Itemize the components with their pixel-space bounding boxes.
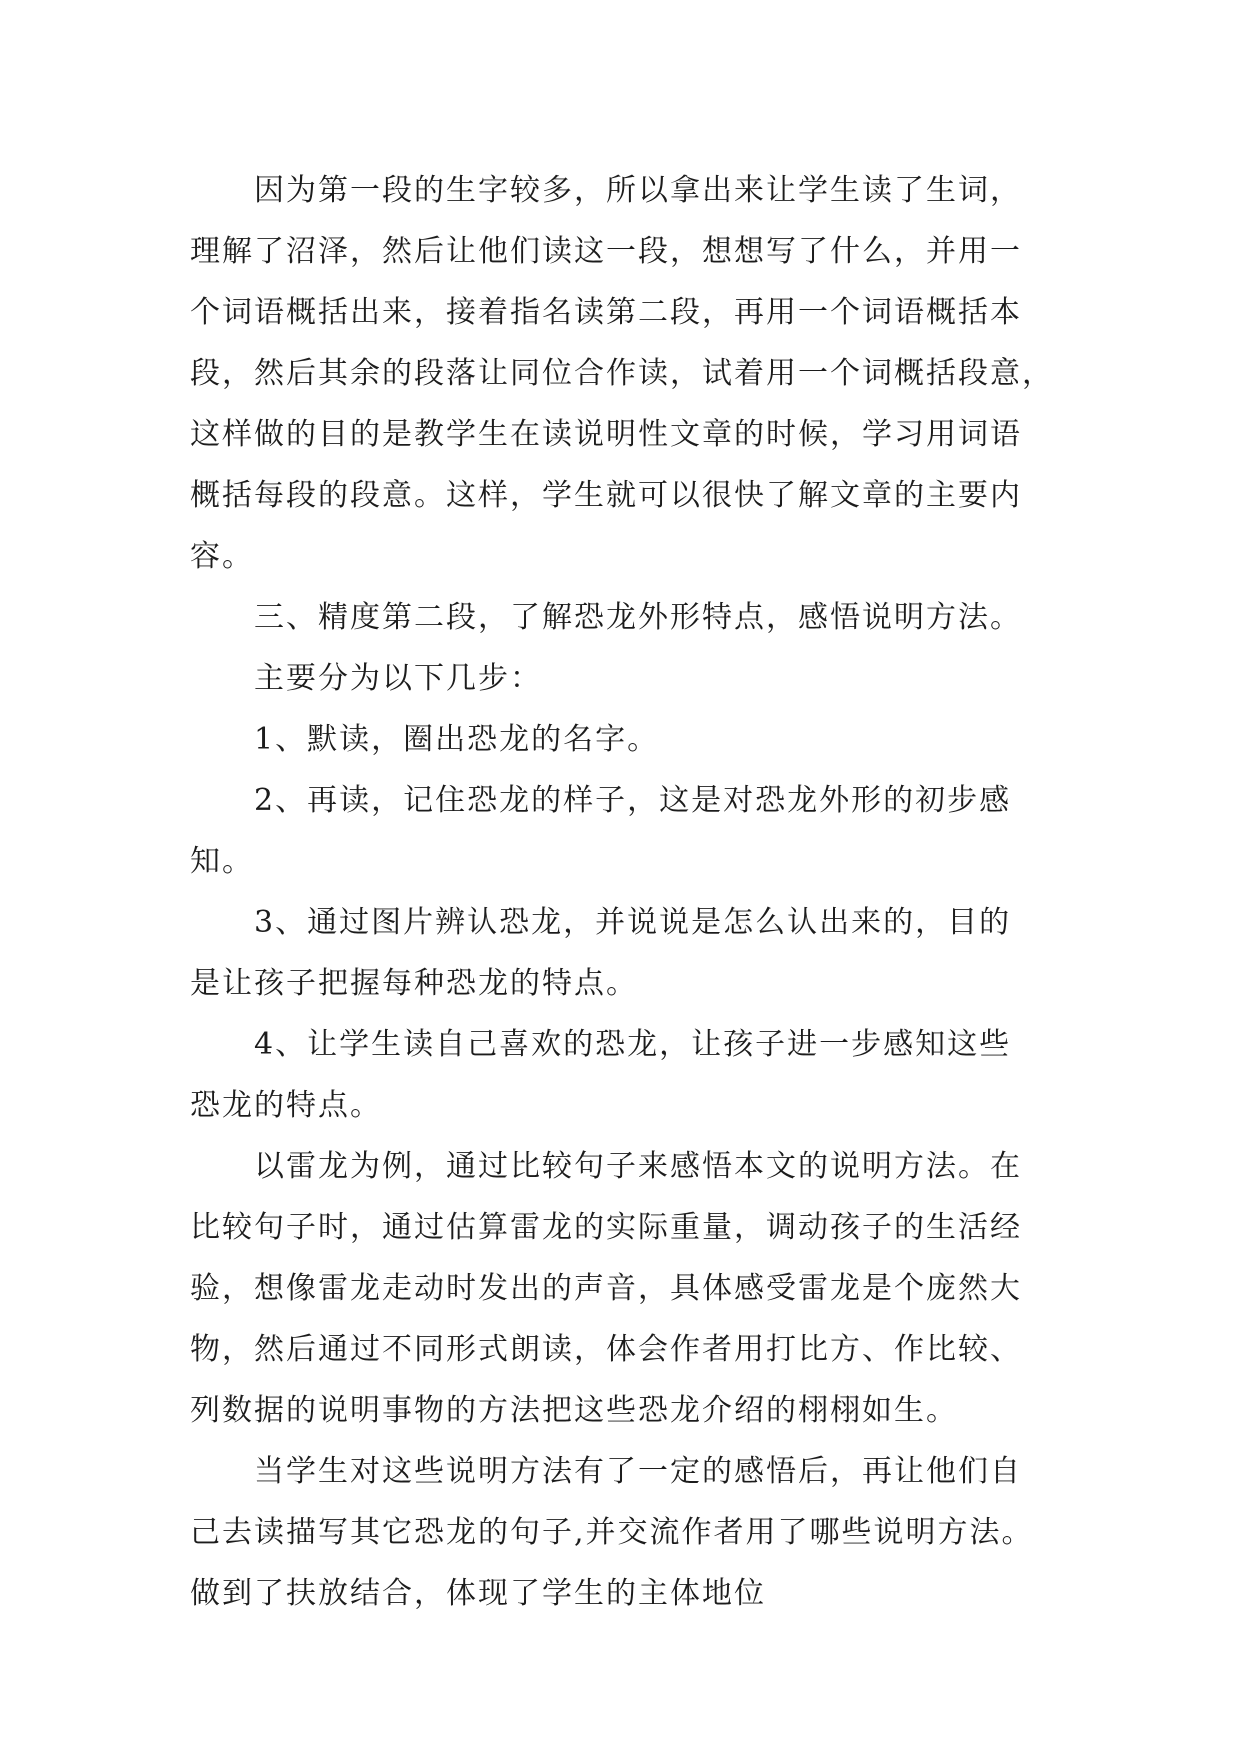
- text-line: 理解了沼泽，然后让他们读这一段，想想写了什么，并用一: [190, 234, 1022, 269]
- text-line: 容。: [190, 539, 254, 574]
- text-line: 三、精度第二段，了解恐龙外形特点，感悟说明方法。: [254, 600, 1022, 635]
- text-line: 个词语概括出来，接着指名读第二段，再用一个词语概括本: [190, 295, 1022, 330]
- text-line: 知。: [190, 844, 254, 879]
- paragraph: [190, 160, 1070, 587]
- paragraph: [190, 1136, 1070, 1441]
- text-line: 3、通过图片辨认恐龙，并说说是怎么认出来的，目的: [254, 905, 1012, 940]
- text-line: 当学生对这些说明方法有了一定的感悟后，再让他们自: [254, 1454, 1022, 1489]
- text-line: 验，想像雷龙走动时发出的声音，具体感受雷龙是个庞然大: [190, 1271, 1022, 1306]
- text-line: 做到了扶放结合，体现了学生的主体地位: [190, 1576, 766, 1611]
- document-body: [190, 160, 1070, 1624]
- text-line: 己去读描写其它恐龙的句子,并交流作者用了哪些说明方法。: [190, 1515, 1034, 1550]
- paragraph: [190, 1441, 1070, 1624]
- paragraph: [190, 648, 1070, 709]
- text-line: 这样做的目的是教学生在读说明性文章的时候，学习用词语: [190, 417, 1022, 452]
- text-line: 物，然后通过不同形式朗读，体会作者用打比方、作比较、: [190, 1332, 1022, 1367]
- list-item: [190, 892, 1070, 1014]
- text-line: 比较句子时，通过估算雷龙的实际重量，调动孩子的生活经: [190, 1210, 1022, 1245]
- list-item: [190, 770, 1070, 892]
- text-line: 段，然后其余的段落让同位合作读，试着用一个词概括段意，: [190, 356, 1054, 391]
- text-line: 4、让学生读自己喜欢的恐龙，让孩子进一步感知这些: [254, 1027, 1012, 1062]
- text-line: 概括每段的段意。这样，学生就可以很快了解文章的主要内: [190, 478, 1022, 513]
- text-line: 恐龙的特点。: [190, 1088, 382, 1123]
- text-line: 列数据的说明事物的方法把这些恐龙介绍的栩栩如生。: [190, 1393, 958, 1428]
- section-heading: [190, 587, 1070, 648]
- text-line: 主要分为以下几步：: [254, 661, 542, 696]
- text-line: 以雷龙为例，通过比较句子来感悟本文的说明方法。在: [254, 1149, 1022, 1184]
- list-item: [190, 1014, 1070, 1136]
- text-line: 2、再读，记住恐龙的样子，这是对恐龙外形的初步感: [254, 783, 1012, 818]
- text-line: 是让孩子把握每种恐龙的特点。: [190, 966, 638, 1001]
- text-line: 1、默读，圈出恐龙的名字。: [254, 722, 660, 757]
- list-item: [190, 709, 1070, 770]
- text-line: 因为第一段的生字较多，所以拿出来让学生读了生词，: [254, 173, 1022, 208]
